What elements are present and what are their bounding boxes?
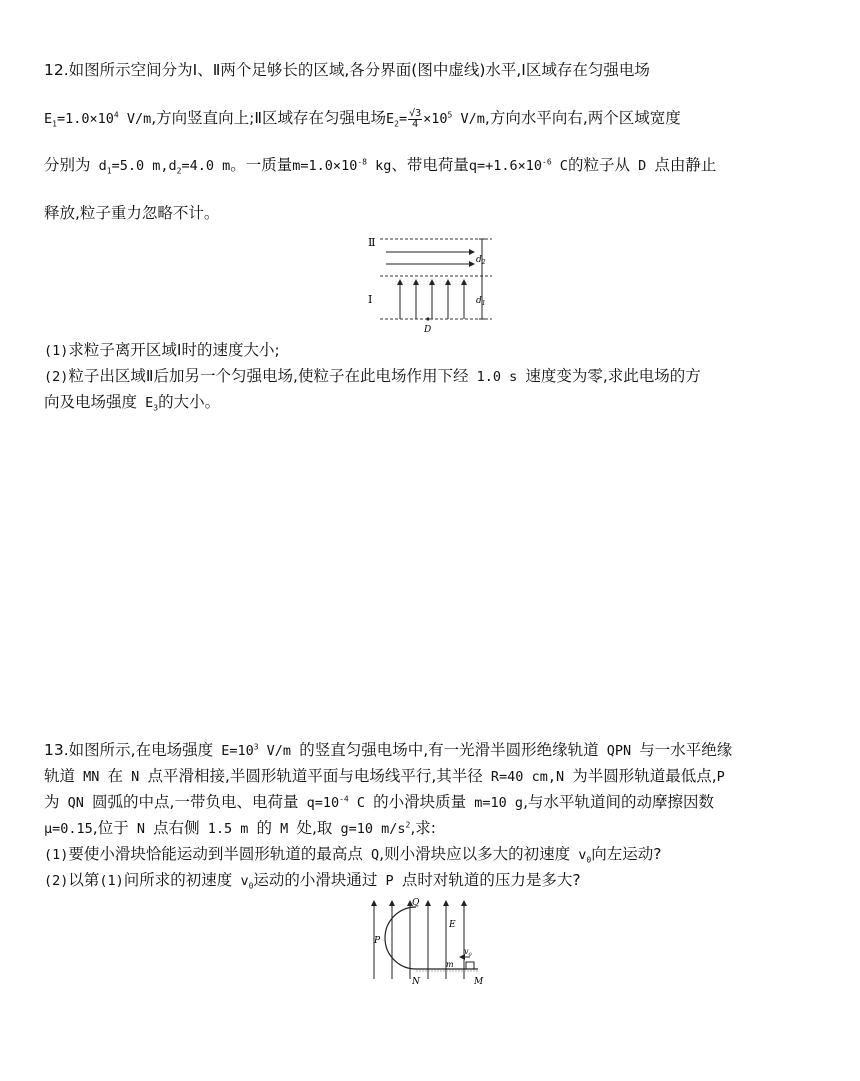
q12-intro-text: 12.如图所示空间分为Ⅰ、Ⅱ两个足够长的区域,各分界面(图中虚线)水平,Ⅰ区域存在匀强电场 bbox=[44, 61, 650, 79]
label-d1: $d_1$ bbox=[476, 296, 486, 307]
label-Q: Q bbox=[412, 898, 420, 908]
slider-block bbox=[466, 962, 474, 969]
q12-line-1 bbox=[44, 60, 650, 80]
e2-value: $E_2=$ $\frac{√3}{4}$ $\times 10^5$ V/m bbox=[386, 107, 485, 130]
q12-figure bbox=[364, 233, 504, 337]
q12-sub-2: (2)粒子出区域Ⅱ后加另一个匀强电场,使粒子在此电场作用下经 1.0 s 速度变为零,求此电场的方 bbox=[44, 367, 701, 385]
label-P: P bbox=[374, 936, 381, 946]
q13-line-3: 为 QN 圆弧的中点,一带负电、电荷量 $q=10^{-4}$ C 的小滑块质量 m=10 g,与水平轨道间的动摩擦因数 bbox=[44, 793, 714, 811]
d-values: $d_1=5.0$ $m,d_2=4.0$ m bbox=[98, 158, 231, 176]
semicircle-track bbox=[385, 907, 416, 969]
label-N: N bbox=[412, 977, 420, 987]
q13-sub-1: (1)要使小滑块恰能运动到半圆形轨道的最高点 Q,则小滑块应以多大的初速度 $v_0$向左运动? bbox=[44, 845, 662, 865]
q12-sub-2-cont: 向及电场强度 $E_3$的大小。 bbox=[44, 393, 221, 413]
q12-line-4: 释放,粒子重力忽略不计。 bbox=[44, 204, 220, 222]
label-region-I: Ⅰ bbox=[368, 293, 373, 306]
label-E: E bbox=[449, 920, 456, 930]
point-d-dot bbox=[426, 317, 429, 320]
q12-sub-1: (1)求粒子离开区域Ⅰ时的速度大小; bbox=[44, 341, 280, 359]
e1-value: $E_1=1.0\times 10^4$ V/m bbox=[44, 110, 152, 129]
label-v0: $v_0$ bbox=[464, 947, 472, 958]
q13-sub-2: (2)以第(1)问所求的初速度 $v_0$运动的小滑块通过 P 点时对轨道的压力是多大? bbox=[44, 871, 581, 891]
q13-line-2: 轨道 MN 在 N 点平滑相接,半圆形轨道平面与电场线平行,其半径 R=40 cm,N 为半圆形轨道最低点,P bbox=[44, 767, 725, 785]
q13-line-1: 13.如图所示,在电场强度 $E=10^3$ V/m 的竖直匀强电场中,有一光滑半圆形绝缘轨道 QPN 与一水平绝缘 bbox=[44, 741, 733, 759]
label-M: M bbox=[474, 977, 484, 987]
label-D: D bbox=[424, 325, 432, 335]
q12-line-3: 分别为 $d_1=5.0$ $m,d_2=4.0$ m。一质量$m=1.0\times 10^{-8}$ kg、带电荷量$q=+1.6\times 10^{-6}$ C的粒子从 D 点由静止 bbox=[44, 156, 717, 176]
point-d: D bbox=[629, 158, 655, 174]
q13-figure bbox=[366, 897, 496, 989]
q12-line-2: $E_1=1.0\times 10^4$ V/m,方向竖直向上;Ⅱ区域存在匀强电场$E_2=$ $\frac{√3}{4}$ $\times 10^5$ V/m,方向水平向右,两个区域宽度 bbox=[44, 107, 681, 130]
label-d2: $d_2$ bbox=[476, 255, 486, 266]
label-region-II: Ⅱ bbox=[368, 236, 376, 249]
q13-line-4: μ=0.15,位于 N 点右侧 1.5 m 的 M 处,取 g=10 $m/s^2$,求: bbox=[44, 819, 437, 837]
charge-value: $q=+1.6\times 10^{-6}$ C bbox=[468, 157, 568, 174]
e2-fraction: $\frac{√3}{4}$ bbox=[409, 107, 422, 130]
mass-value: $m=1.0\times 10^{-8}$ kg bbox=[292, 157, 392, 174]
label-m: m bbox=[446, 960, 454, 969]
